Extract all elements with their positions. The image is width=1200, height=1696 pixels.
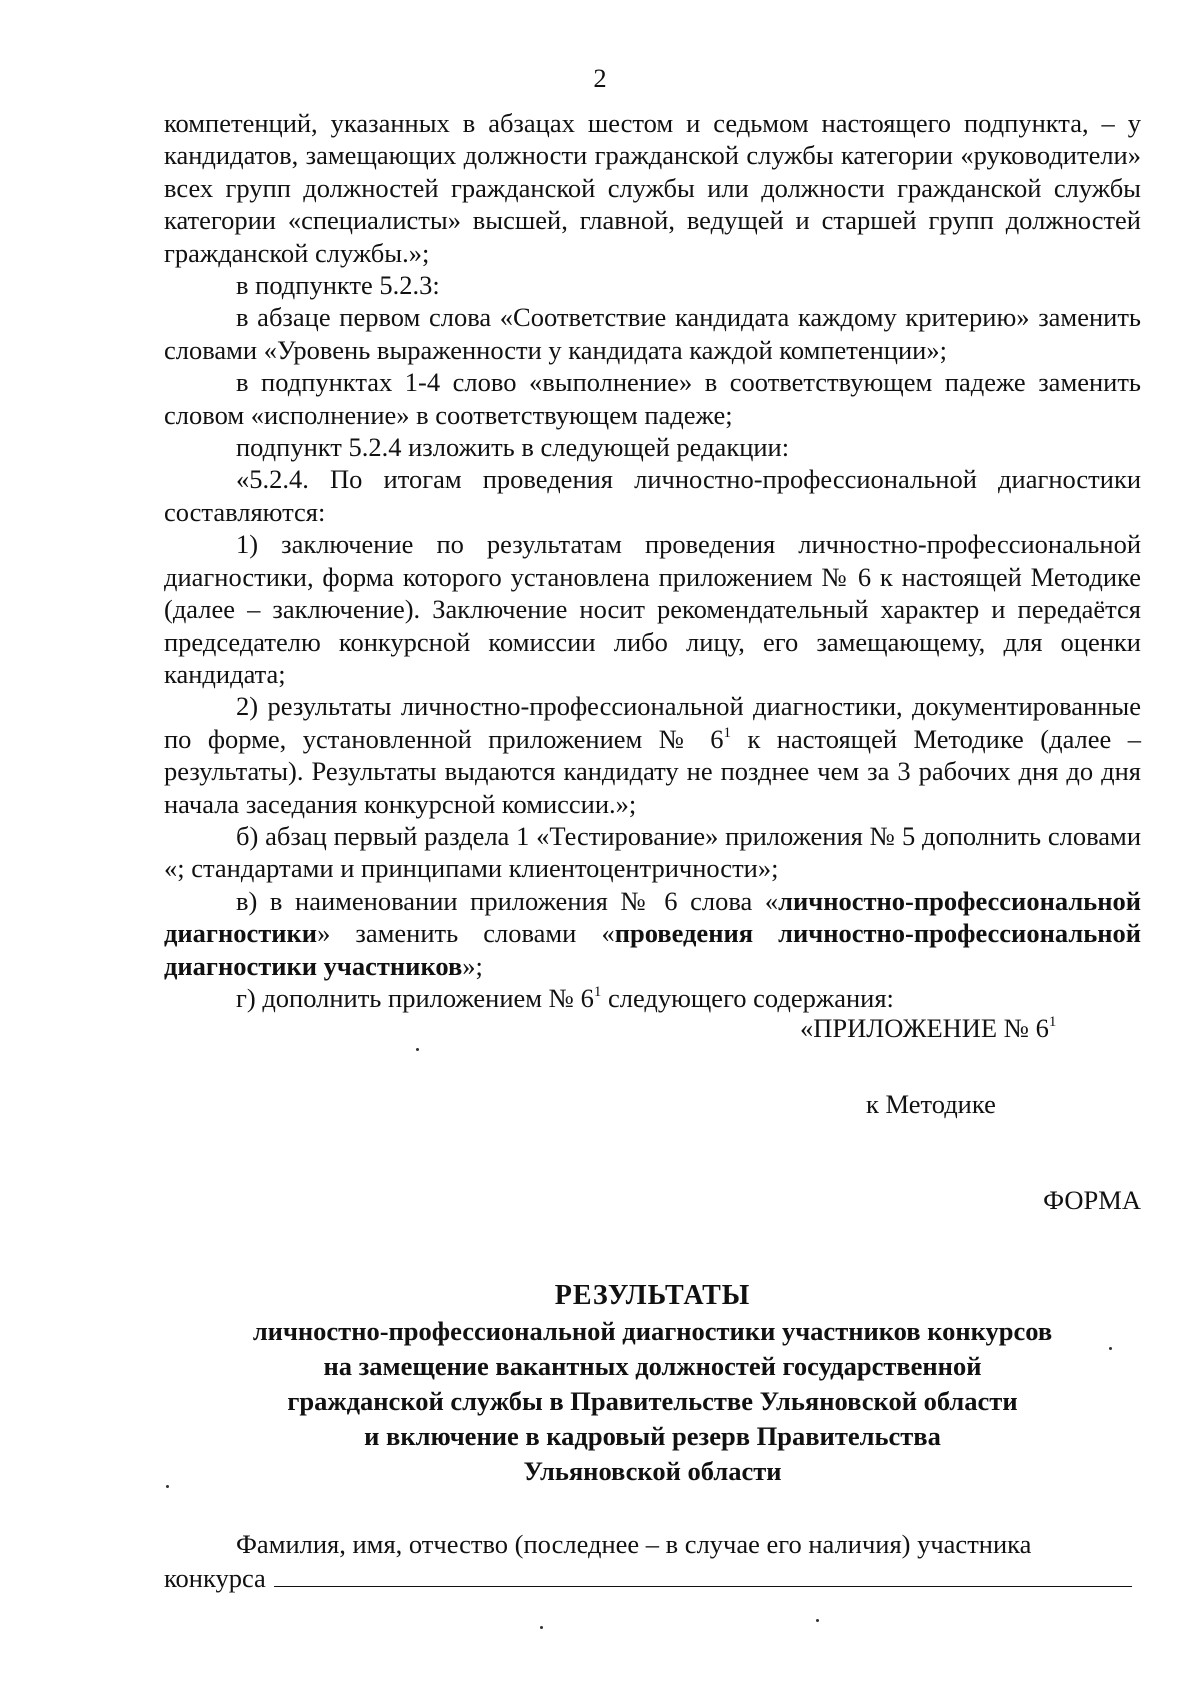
scan-speck <box>816 1619 819 1622</box>
g-superscript: 1 <box>593 983 602 1000</box>
participant-name-blank-line <box>274 1560 1132 1587</box>
form-title <box>164 1278 1141 1489</box>
scan-speck <box>416 1048 419 1051</box>
v-text-3: »; <box>462 950 483 981</box>
item-2-text-end: к настоящей Методике (далее – результаты). Результаты выдаются кандидату не позднее чем за 3 рабочих дня до дня начала заседания конкурсной комиссии.»; <box>164 723 1142 819</box>
v-text-2: » заменить словами « <box>317 918 615 949</box>
scan-speck <box>540 1626 543 1629</box>
appendix-title-text: «ПРИЛОЖЕНИЕ № 6 <box>800 1013 1049 1043</box>
paragraph-subclauses-1-4: в подпунктах 1-4 слово «выполнение» в соответствующем падеже заменить словом «исполнение» в соответствующем падеже; <box>164 367 1141 430</box>
scan-speck <box>1109 1347 1112 1350</box>
appendix-title <box>0 1012 1200 1044</box>
paragraph-b-testing: б) абзац первый раздела 1 «Тестирование» приложения № 5 дополнить словами «; стандартами и принципами клиентоцентричности»; <box>164 820 1141 884</box>
form-label: ФОРМА <box>1043 1185 1141 1215</box>
g-text-start: г) дополнить приложением № 6 <box>236 982 594 1013</box>
participant-name-field <box>164 1528 1141 1595</box>
form-title-main: РЕЗУЛЬТАТЫ <box>554 1280 751 1311</box>
participant-name-label-end: конкурса <box>164 1563 266 1594</box>
appendix-title-superscript: 1 <box>1048 1014 1057 1030</box>
v-bold-new-name: проведения личностно-профессиональной диагностики участников <box>164 918 1141 981</box>
scan-speck <box>166 1485 169 1488</box>
paragraph-first-abzac: в абзаце первом слова «Соответствие кандидата каждому критерию» заменить словами «Уровень выраженности у кандидата каждой компетенции»; <box>164 302 1141 365</box>
paragraph-competencies: компетенций, указанных в абзацах шестом и седьмом настоящего подпункта, – у кандидатов, замещающих должности гражданской службы категории «руководители» всех групп должностей гражданской службы или должности гражданской службы категории «специалисты» высшей, главной, ведущей и старшей групп должностей гражданской службы.»; <box>164 108 1141 268</box>
v-bold-old-name: личностно-профессиональной диагностики <box>164 885 1141 949</box>
appendix-reference: к Методике <box>866 1089 996 1119</box>
form-title-line-2: на замещение вакантных должностей государственной <box>323 1351 982 1381</box>
participant-name-label-cont <box>164 1560 1141 1594</box>
form-title-line-5: Ульяновской области <box>523 1456 782 1486</box>
form-title-line-4: и включение в кадровый резерв Правительства <box>364 1421 941 1451</box>
form-title-line-1: личностно-профессиональной диагностики участников конкурсов <box>252 1316 1053 1346</box>
paragraph-subclause-524: подпункт 5.2.4 изложить в следующей редакции: <box>236 432 790 463</box>
paragraph-item-2-results <box>164 690 1141 820</box>
item-2-superscript: 1 <box>723 724 732 741</box>
v-text-1: в) в наименовании приложения № 6 слова « <box>236 885 779 916</box>
body-text <box>164 107 1141 1014</box>
paragraph-item-1-conclusion: 1) заключение по результатам проведения личностно-профессиональной диагностики, форма которого установлена приложением № 6 к настоящей Методике (далее – заключение). Заключение носит рекомендательный характер и передаётся председателю конкурсной комиссии либо лицу, его замещающему, для оценки кандидата; <box>164 529 1141 689</box>
paragraph-v-rename <box>164 885 1141 982</box>
form-title-line-3: гражданской службы в Правительстве Ульяновской области <box>287 1386 1018 1416</box>
item-2-text-start: 2) результаты личностно-профессиональной диагностики, документированные по форме, установленной приложением № 6 <box>164 691 1141 754</box>
g-text-end: следующего содержания: <box>601 982 894 1013</box>
paragraph-g-add-appendix <box>164 982 1141 1014</box>
page-number: 2 <box>593 63 607 93</box>
participant-name-label: Фамилия, имя, отчество (последнее – в случае его наличия) участника <box>236 1529 1032 1559</box>
paragraph-524-intro: «5.2.4. По итогам проведения личностно-профессиональной диагностики составляются: <box>164 464 1141 527</box>
paragraph-subclause-523: в подпункте 5.2.3: <box>236 270 440 301</box>
